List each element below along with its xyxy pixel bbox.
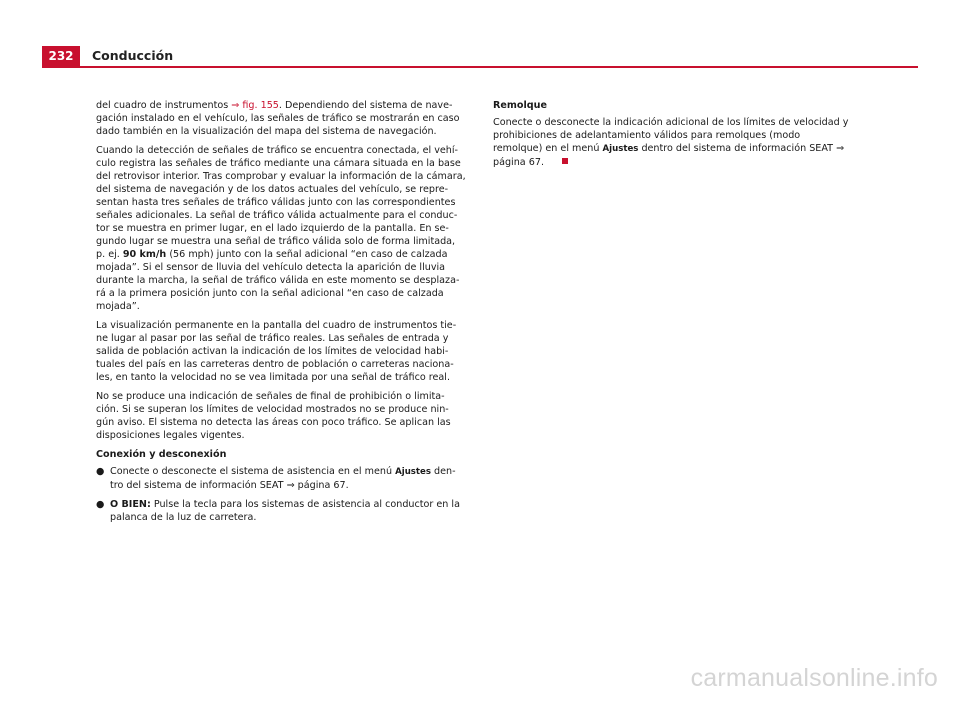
list-item bbox=[96, 465, 466, 492]
speed-value: 90 km/h bbox=[122, 249, 167, 260]
paragraph-limits: No se produce una indicación de señales de final de prohibición o limita-ción. Si se superan los límites de velocidad mostrados no se produce nin-gún aviso. El sistema no detecta las áreas con poco tráfico. Se aplican las disposiciones legales vigentes. bbox=[96, 391, 451, 441]
text-run: den-tro del sistema de información SEAT ⇒ página 67. bbox=[110, 466, 456, 491]
paragraph-display: La visualización permanente en la pantalla del cuadro de instrumentos tie-ne lugar al pasar por las señal de tráfico reales. Las señales de entrada y salida de población activan la indicación de los límites de velocidad habi-tuales del país en las carreteras dentro de población o carreteras naciona-les, en tanto la velocidad no se vea limitada por una señal de tráfico real. bbox=[96, 320, 457, 383]
text-run: Pulse la tecla para los sistemas de asistencia al conductor en la palanca de la luz de carretera. bbox=[110, 499, 460, 523]
paragraph-detection bbox=[96, 144, 466, 313]
section-heading-remolque: Remolque bbox=[493, 100, 547, 111]
menu-name-ajustes: Ajustes bbox=[602, 144, 639, 154]
list-item bbox=[96, 498, 466, 524]
chapter-title: Conducción bbox=[92, 48, 174, 63]
paragraph-remolque bbox=[493, 116, 851, 169]
section-end-icon bbox=[562, 158, 568, 164]
alternative-label: O BIEN: bbox=[110, 499, 151, 510]
text-run: Cuando la detección de señales de tráfico se encuentra conectada, el vehí-culo registra las señales de tráfico mediante una cámara situada en la base del retrovisor interior. Tras comprobar y evaluar la información de la cámara, del sistema de navegación y de los datos actuales del vehículo, se repre-sentan hasta tres señales de tráfico válidas junto con las correspondientes señales adicionales. La señal de tráfico válida actualmente para el conduc-tor se muestra en primer lugar, en el lado izquierdo de la pantalla. En se-gundo lugar se muestra una señal de tráfico válida solo de forma limitada, p. ej. bbox=[96, 145, 466, 260]
header-rule bbox=[42, 66, 918, 68]
figure-link[interactable]: ⇒ fig. 155 bbox=[231, 100, 279, 111]
text-run: dentro del sistema de información SEAT ⇒ página 67. bbox=[493, 143, 845, 168]
text-run: Conecte o desconecte la indicación adicional de los límites de velocidad y prohibiciones de adelantamiento válidos para remolques (modo remolque) en el menú bbox=[493, 117, 849, 154]
bullet-icon: ● bbox=[96, 499, 105, 510]
text-run: . Dependiendo del sistema de nave-gación instalado en el vehículo, las señales de tráfico se mostrarán en caso dado también en la visualización del mapa del sistema de navegación. bbox=[96, 100, 460, 137]
text-run: del cuadro de instrumentos bbox=[96, 100, 232, 111]
text-run: (56 mph) junto con la señal adicional “en caso de calzada mojada”. Si el sensor de lluvia del vehículo detecta la aparición de lluvia durante la marcha, la señal de tráfico válida en este momento se desplaza-rá a la primera posición junto con la señal adicional “en caso de calzada mojada”. bbox=[96, 249, 460, 312]
menu-name-ajustes: Ajustes bbox=[395, 467, 431, 477]
bullet-icon: ● bbox=[96, 466, 105, 477]
left-column bbox=[96, 99, 466, 530]
watermark: carmanualsonline.info bbox=[690, 664, 938, 692]
right-column bbox=[493, 99, 851, 175]
page-number: 232 bbox=[42, 46, 80, 66]
paragraph-intro bbox=[96, 99, 466, 138]
section-heading-conexion: Conexión y desconexión bbox=[96, 449, 227, 460]
text-run: Conecte o desconecte el sistema de asistencia en el menú bbox=[110, 466, 396, 477]
page-header bbox=[42, 46, 918, 68]
